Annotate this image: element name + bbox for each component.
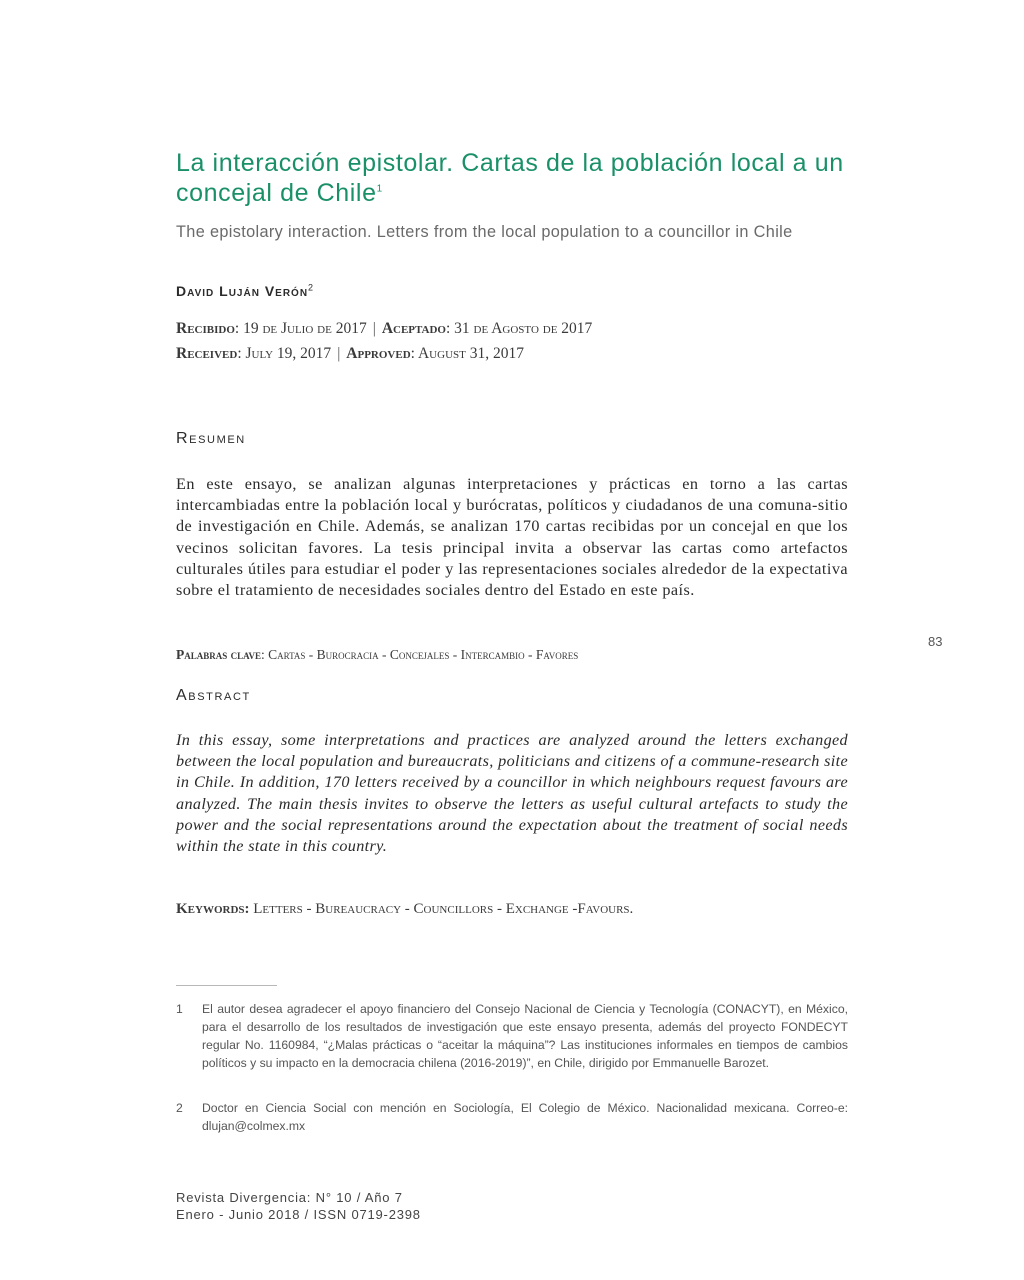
keywords-list: Letters - Bureaucracy - Councillors - Exchange -Favours. [253,901,634,917]
approved-value-en: August 31, 2017 [417,345,524,362]
colon: : [234,320,244,337]
received-label-en: Received [176,345,238,362]
article-title-text: La interacción epistolar. Cartas de la población local a un concejal de Chile [176,149,844,207]
author-footnote-ref[interactable]: 2 [308,282,314,293]
resumen-text: En este ensayo, se analizan algunas interpretaciones y prácticas en torno a las cartas intercambiadas entre la población local y burócratas, políticos y ciudadanos de una comuna-sitio de investigación en Chile. Además, se analizan 170 cartas recibidas por un concejal en que los vecinos solicitan favores. La tesis principal invita a observar las cartas como artefactos culturales útiles para estudiar el poder y las representaciones sociales alrededor de la expectativa sobre el tratamiento de necesidades sociales dentro del Estado en este país. [176,475,848,600]
received-label-es: Recibido [176,320,235,337]
footnote-text: El autor desea agradecer el apoyo financiero del Consejo Nacional de Ciencia y Tecnología (CONACYT), en México, para el desarrollo de los resultados de investigación que este ensayo presenta, además del proyecto FONDECYT regular No. 1160984, “¿Malas prácticas o “aceitar la máquina”? Las instituciones informales en tiempos de cambios políticos y su impacto en la democracia chilena (2016-2019)”, en Chile, dirigido por Emmanuelle Barozet. [202,1002,848,1070]
article-subtitle: The epistolary interaction. Letters from the local population to a councillor in Chile [176,223,793,241]
palabras-clave [176,647,578,663]
colon: : [237,345,246,362]
dates-english [176,345,524,363]
title-footnote-ref[interactable]: 1 [376,183,383,195]
footnote-2 [176,1099,848,1135]
accepted-value-es: 31 de Agosto de 2017 [454,320,593,337]
article-title [176,148,856,208]
footnote-text: Doctor en Ciencia Social con mención en Sociología, El Colegio de México. Nacionalidad mexicana. Correo-e: dlujan@colmex.mx [202,1101,848,1133]
footnote-number: 2 [176,1101,183,1115]
colon: : [410,345,418,362]
date-separator: | [372,320,376,337]
palabras-clave-label: Palabras clave [176,647,261,662]
date-separator: | [337,345,341,362]
author-name [176,283,313,299]
journal-info-line-1: Revista Divergencia: N° 10 / Año 7 [176,1190,403,1205]
palabras-clave-list: Cartas - Burocracia - Concejales - Intercambio - Favores [268,647,579,662]
keywords [176,901,633,918]
colon: : [445,320,455,337]
page-number: 83 [928,634,943,649]
abstract-heading: Abstract [176,687,251,704]
footnote-1 [176,1000,848,1072]
resumen-heading: Resumen [176,430,246,447]
journal-info-line-2: Enero - Junio 2018 / ISSN 0719-2398 [176,1207,421,1222]
received-value-es: 19 de Julio de 2017 [243,320,367,337]
colon: : [260,647,269,662]
keywords-label: Keywords: [176,901,250,917]
dates-spanish [176,320,592,338]
received-value-en: July 19, 2017 [245,345,332,362]
abstract-text: In this essay, some interpretations and practices are analyzed around the letters exchanged between the local population and bureaucrats, politicians and citizens of a commune-research site in Chile. In addition, 170 letters received by a councillor in which neighbours request favours are analyzed. The main thesis invites to observe the letters as useful cultural artefacts to study the power and the social representations around the expectation about the treatment of social needs within the state in this country. [176,731,848,856]
accepted-label-es: Aceptado [381,320,446,337]
footnote-divider [176,985,277,986]
approved-label-en: Approved [346,345,411,362]
footnote-number: 1 [176,1002,183,1016]
author-name-text: David Luján Verón [176,283,309,299]
